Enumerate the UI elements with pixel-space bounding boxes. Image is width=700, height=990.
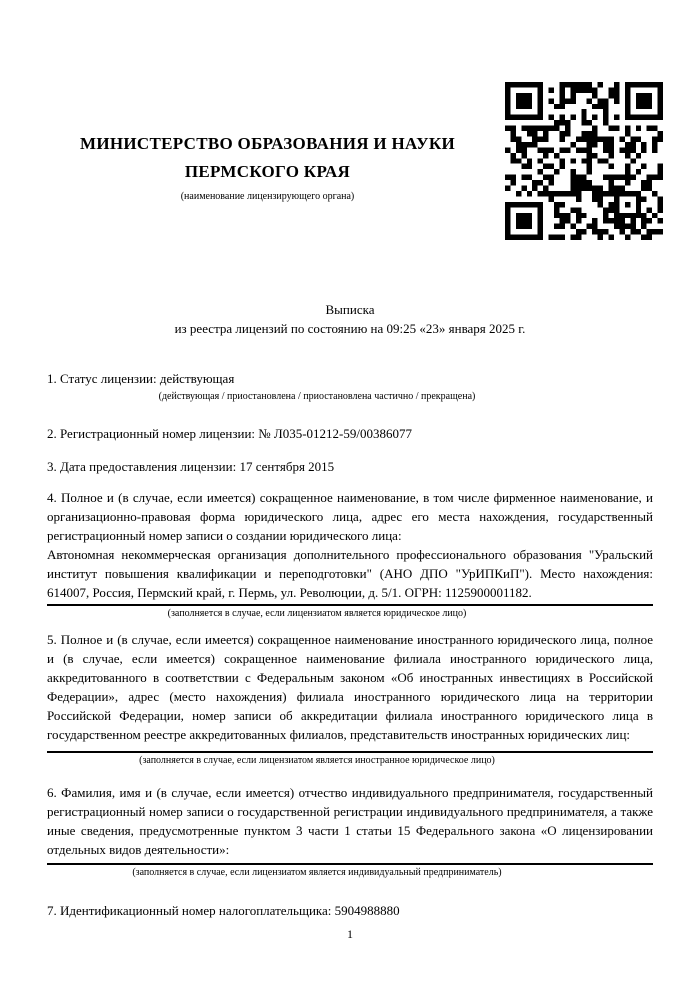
item-3-grant-date: 3. Дата предоставления лицензии: 17 сентября 2015	[47, 459, 335, 474]
item-1-license-status: 1. Статус лицензии: действующая	[47, 371, 235, 386]
licensing-authority-header	[45, 130, 490, 202]
ministry-caption: (наименование лицензирующего органа)	[180, 191, 355, 202]
ministry-name-line1: МИНИСТЕРСТВО ОБРАЗОВАНИЯ И НАУКИ	[79, 134, 456, 153]
item-5-fill-line	[47, 751, 653, 753]
item-6-caption: (заполняется в случае, если лицензиатом является индивидуальный предприниматель)	[132, 867, 502, 878]
item-1-caption: (действующая / приостановлена / приостановлена частично / прекращена)	[158, 391, 476, 402]
item-6-fill-line	[47, 863, 653, 865]
item-4-legal-entity-label: 4. Полное и (в случае, если имеется) сокращенное наименование, в том числе фирменное наименование, и организационно-правовая форма юридического лица, адрес его места нахождения, государственный регистрационный номер записи о создании юридического лица:	[47, 490, 653, 543]
item-7-taxpayer-number: 7. Идентификационный номер налогоплательщика: 5904988880	[47, 903, 400, 918]
document-title: Выписка	[325, 302, 375, 317]
ministry-name-line2: ПЕРМСКОГО КРАЯ	[184, 162, 351, 181]
item-5-foreign-entity-label: 5. Полное и (в случае, если имеется) сокращенное наименование иностранного юридического лица, полное и (в случае, если имеется) сокращенное наименование филиала иностранного юридического лица, аккредитованного в соответствии с Федеральным законом «Об иностранных инвестициях в Российской Федерации», адрес (место нахождения) филиала иностранного юридического лица на территории Российской Федерации, номер записи об аккредитации филиала иностранного юридического лица в государственном реестре аккредитованных филиалов, представительств иностранных юридических лиц:	[47, 632, 653, 742]
item-4-fill-line	[47, 604, 653, 606]
page-number: 1	[347, 927, 353, 941]
item-6-entrepreneur-label: 6. Фамилия, имя и (в случае, если имеется) отчество индивидуального предпринимателя, государственный регистрационный номер записи о государственной регистрации индивидуального предпринимателя, а также иные сведения, предусмотренные пунктом 3 части 1 статьи 15 Федерального закона «О лицензировании отдельных видов деятельности»:	[47, 785, 653, 857]
document-subtitle: из реестра лицензий по состоянию на 09:25 «23» января 2025 г.	[174, 321, 526, 336]
qr-code-icon	[505, 82, 663, 240]
item-5-caption: (заполняется в случае, если лицензиатом является иностранное юридическое лицо)	[139, 755, 495, 766]
item-4-legal-entity-value: Автономная некоммерческая организация дополнительного профессионального образования "Уральский институт повышения квалификации и переподготовки" (АНО ДПО "УрИПКиП"). Место нахождения: 614007, Россия, Пермский край, г. Пермь, ул. Революции, д. 5/1. ОГРН: 1125900001182.	[47, 547, 653, 600]
item-4-caption: (заполняется в случае, если лицензиатом является юридическое лицо)	[167, 608, 467, 619]
item-2-registration-number: 2. Регистрационный номер лицензии: № Л035-01212-59/00386077	[47, 426, 413, 441]
